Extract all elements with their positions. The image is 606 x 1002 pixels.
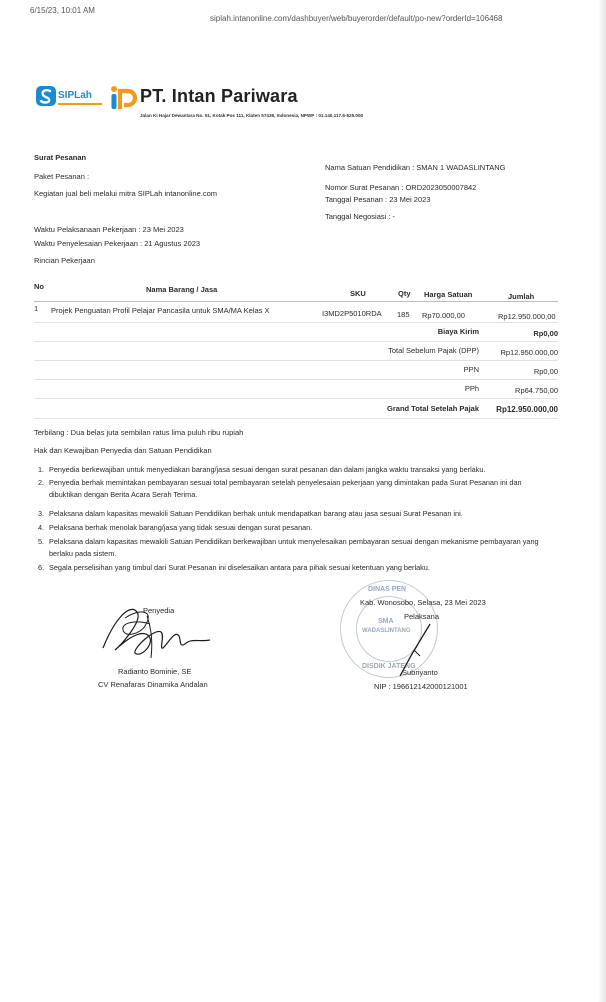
intan-pariwara-logo-icon <box>108 84 138 112</box>
order-date: Tanggal Pesanan : 23 Mei 2023 <box>325 195 431 204</box>
company-address: Jalan Ki Hajar Dewantara No. 51, Kotak Pos 111, Klaten 57438, Indonesia, NPWP : 01.140.117.6-525.000 <box>140 113 364 118</box>
school-name: Nama Satuan Pendidikan : SMAN 1 WADASLINTANG <box>325 163 506 172</box>
col-header-no: No <box>34 282 44 291</box>
summary-dpp-label: Total Sebelum Pajak (DPP) <box>388 346 479 355</box>
summary-grand-total-value: Rp12.950.000,00 <box>496 405 558 414</box>
supplier-company: CV Renafaras Dinamika Andalan <box>98 680 208 689</box>
print-timestamp: 6/15/23, 10:01 AM <box>30 6 95 15</box>
summary-dpp-value: Rp12.950.000,00 <box>500 348 558 357</box>
work-end: Waktu Penyelesaian Pekerjaan : 21 Agustus 2023 <box>34 239 201 248</box>
col-header-sku: SKU <box>350 289 366 298</box>
order-number: Nomor Surat Pesanan : ORD2023050007842 <box>325 183 477 192</box>
row-no: 1 <box>34 304 39 313</box>
supplier-name: Radianto Bominie, SE <box>118 667 192 676</box>
list-item-number: 1. <box>38 465 45 474</box>
summary-pph-label: PPh <box>464 384 479 393</box>
executor-nip: NIP : 196612142000121001 <box>374 682 468 691</box>
list-item-number: 6. <box>38 563 45 572</box>
summary-divider <box>34 341 558 342</box>
stamp-text-mid: WADASLINTANG <box>362 628 411 634</box>
row-total: Rp12.950.000,00 <box>498 312 556 321</box>
row-sku: I3MD2P5010RDA <box>322 309 382 318</box>
list-item-text: Pelaksana berhak menolak barang/jasa yang tidak sesuai dengan surat pesanan. <box>49 523 313 532</box>
package-label: Paket Pesanan : <box>34 172 90 181</box>
summary-ppn-label: PPN <box>463 365 479 374</box>
list-item-number: 4. <box>38 523 45 532</box>
summary-shipping-value: Rp0,00 <box>533 329 558 338</box>
list-item-text: Penyedia berkewajiban untuk menyediakan barang/jasa sesuai dengan surat pesanan dan dalam jangka waktu transaksi yang berlaku. <box>49 465 486 474</box>
page-edge <box>598 0 606 1002</box>
list-item-number: 3. <box>38 509 45 518</box>
summary-grand-total-label: Grand Total Setelah Pajak <box>387 404 479 413</box>
package-value: Kegiatan jual beli melalui mitra SIPLah intanonline.com <box>34 189 218 198</box>
rights-title: Hak dan Kewajiban Penyedia dan Satuan Pendidikan <box>34 446 212 455</box>
siplah-underline <box>58 103 102 105</box>
amount-in-words: Terbilang : Dua belas juta sembilan ratus lima puluh ribu rupiah <box>34 428 244 437</box>
executor-role: Pelaksana <box>404 612 440 621</box>
place-date: Kab. Wonosobo, Selasa, 23 Mei 2023 <box>360 598 486 607</box>
work-detail-label: Rincian Pekerjaan <box>34 256 95 265</box>
list-item-text: Penyedia berhak memintakan pembayaran sesuai total pembayaran setelah penyelesaian pekerjaan yang dimintakan pada Surat Pesanan ini dan dibuktikan dengan Berita Acara Serah Terima. <box>49 478 522 500</box>
executor-name: Subriyanto <box>402 668 438 677</box>
table-row <box>34 304 558 322</box>
work-start: Waktu Pelaksanaan Pekerjaan : 23 Mei 2023 <box>34 225 184 234</box>
list-item-number: 2. <box>38 478 45 487</box>
supplier-role: Penyedia <box>143 606 175 615</box>
col-header-item: Nama Barang / Jasa <box>146 285 218 294</box>
siplah-logo-icon <box>36 86 56 106</box>
company-name: PT. Intan Pariwara <box>140 86 298 106</box>
order-title: Surat Pesanan <box>34 153 87 162</box>
list-item-text: Pelaksana dalam kapasitas mewakili Satuan Pendidikan berkewajiban untuk menyelesaikan pembayaran sesuai dengan mekanisme pembayaran yang berlaku pada sistem. <box>49 537 539 559</box>
summary-divider <box>34 379 558 380</box>
summary-divider <box>34 360 558 361</box>
col-header-qty: Qty <box>398 289 411 298</box>
summary-divider <box>34 418 558 419</box>
negotiation-date: Tanggal Negosiasi : - <box>325 212 396 221</box>
stamp-text-top: DINAS PEN <box>368 586 407 593</box>
list-item-number: 5. <box>38 537 45 546</box>
summary-shipping-label: Biaya Kirim <box>437 327 479 336</box>
rights-list <box>38 464 562 584</box>
summary-divider <box>34 398 558 399</box>
list-item-text: Segala perselisihan yang timbul dari Surat Pesanan ini diselesaikan antara para pihak sesuai ketentuan yang berlaku. <box>49 563 430 572</box>
col-header-total: Jumlah <box>508 292 535 301</box>
stamp-text-bottom: DISDIK JATENG <box>362 663 416 670</box>
summary-ppn-value: Rp0,00 <box>533 367 558 376</box>
row-divider <box>34 322 558 323</box>
summary-pph-value: Rp64.750,00 <box>515 386 558 395</box>
row-qty: 185 <box>397 310 410 319</box>
print-url: siplah.intanonline.com/dashbuyer/web/buyerorder/default/po-new?orderId=106468 <box>210 14 503 23</box>
row-item: Projek Penguatan Profil Pelajar Pancasila untuk SMA/MA Kelas X <box>51 306 270 315</box>
stamp-text-mid: SMA <box>378 618 394 625</box>
col-header-price: Harga Satuan <box>424 290 473 299</box>
table-header-divider <box>34 301 558 302</box>
row-price: Rp70.000,00 <box>422 311 465 320</box>
siplah-s-icon <box>36 86 56 106</box>
siplah-logo-text: SIPLah <box>58 90 92 101</box>
supplier-signature <box>95 598 215 668</box>
list-item-text: Pelaksana dalam kapasitas mewakili Satuan Pendidikan berhak untuk mendapatkan barang atau jasa sesuai Surat Pesanan ini. <box>49 509 463 518</box>
